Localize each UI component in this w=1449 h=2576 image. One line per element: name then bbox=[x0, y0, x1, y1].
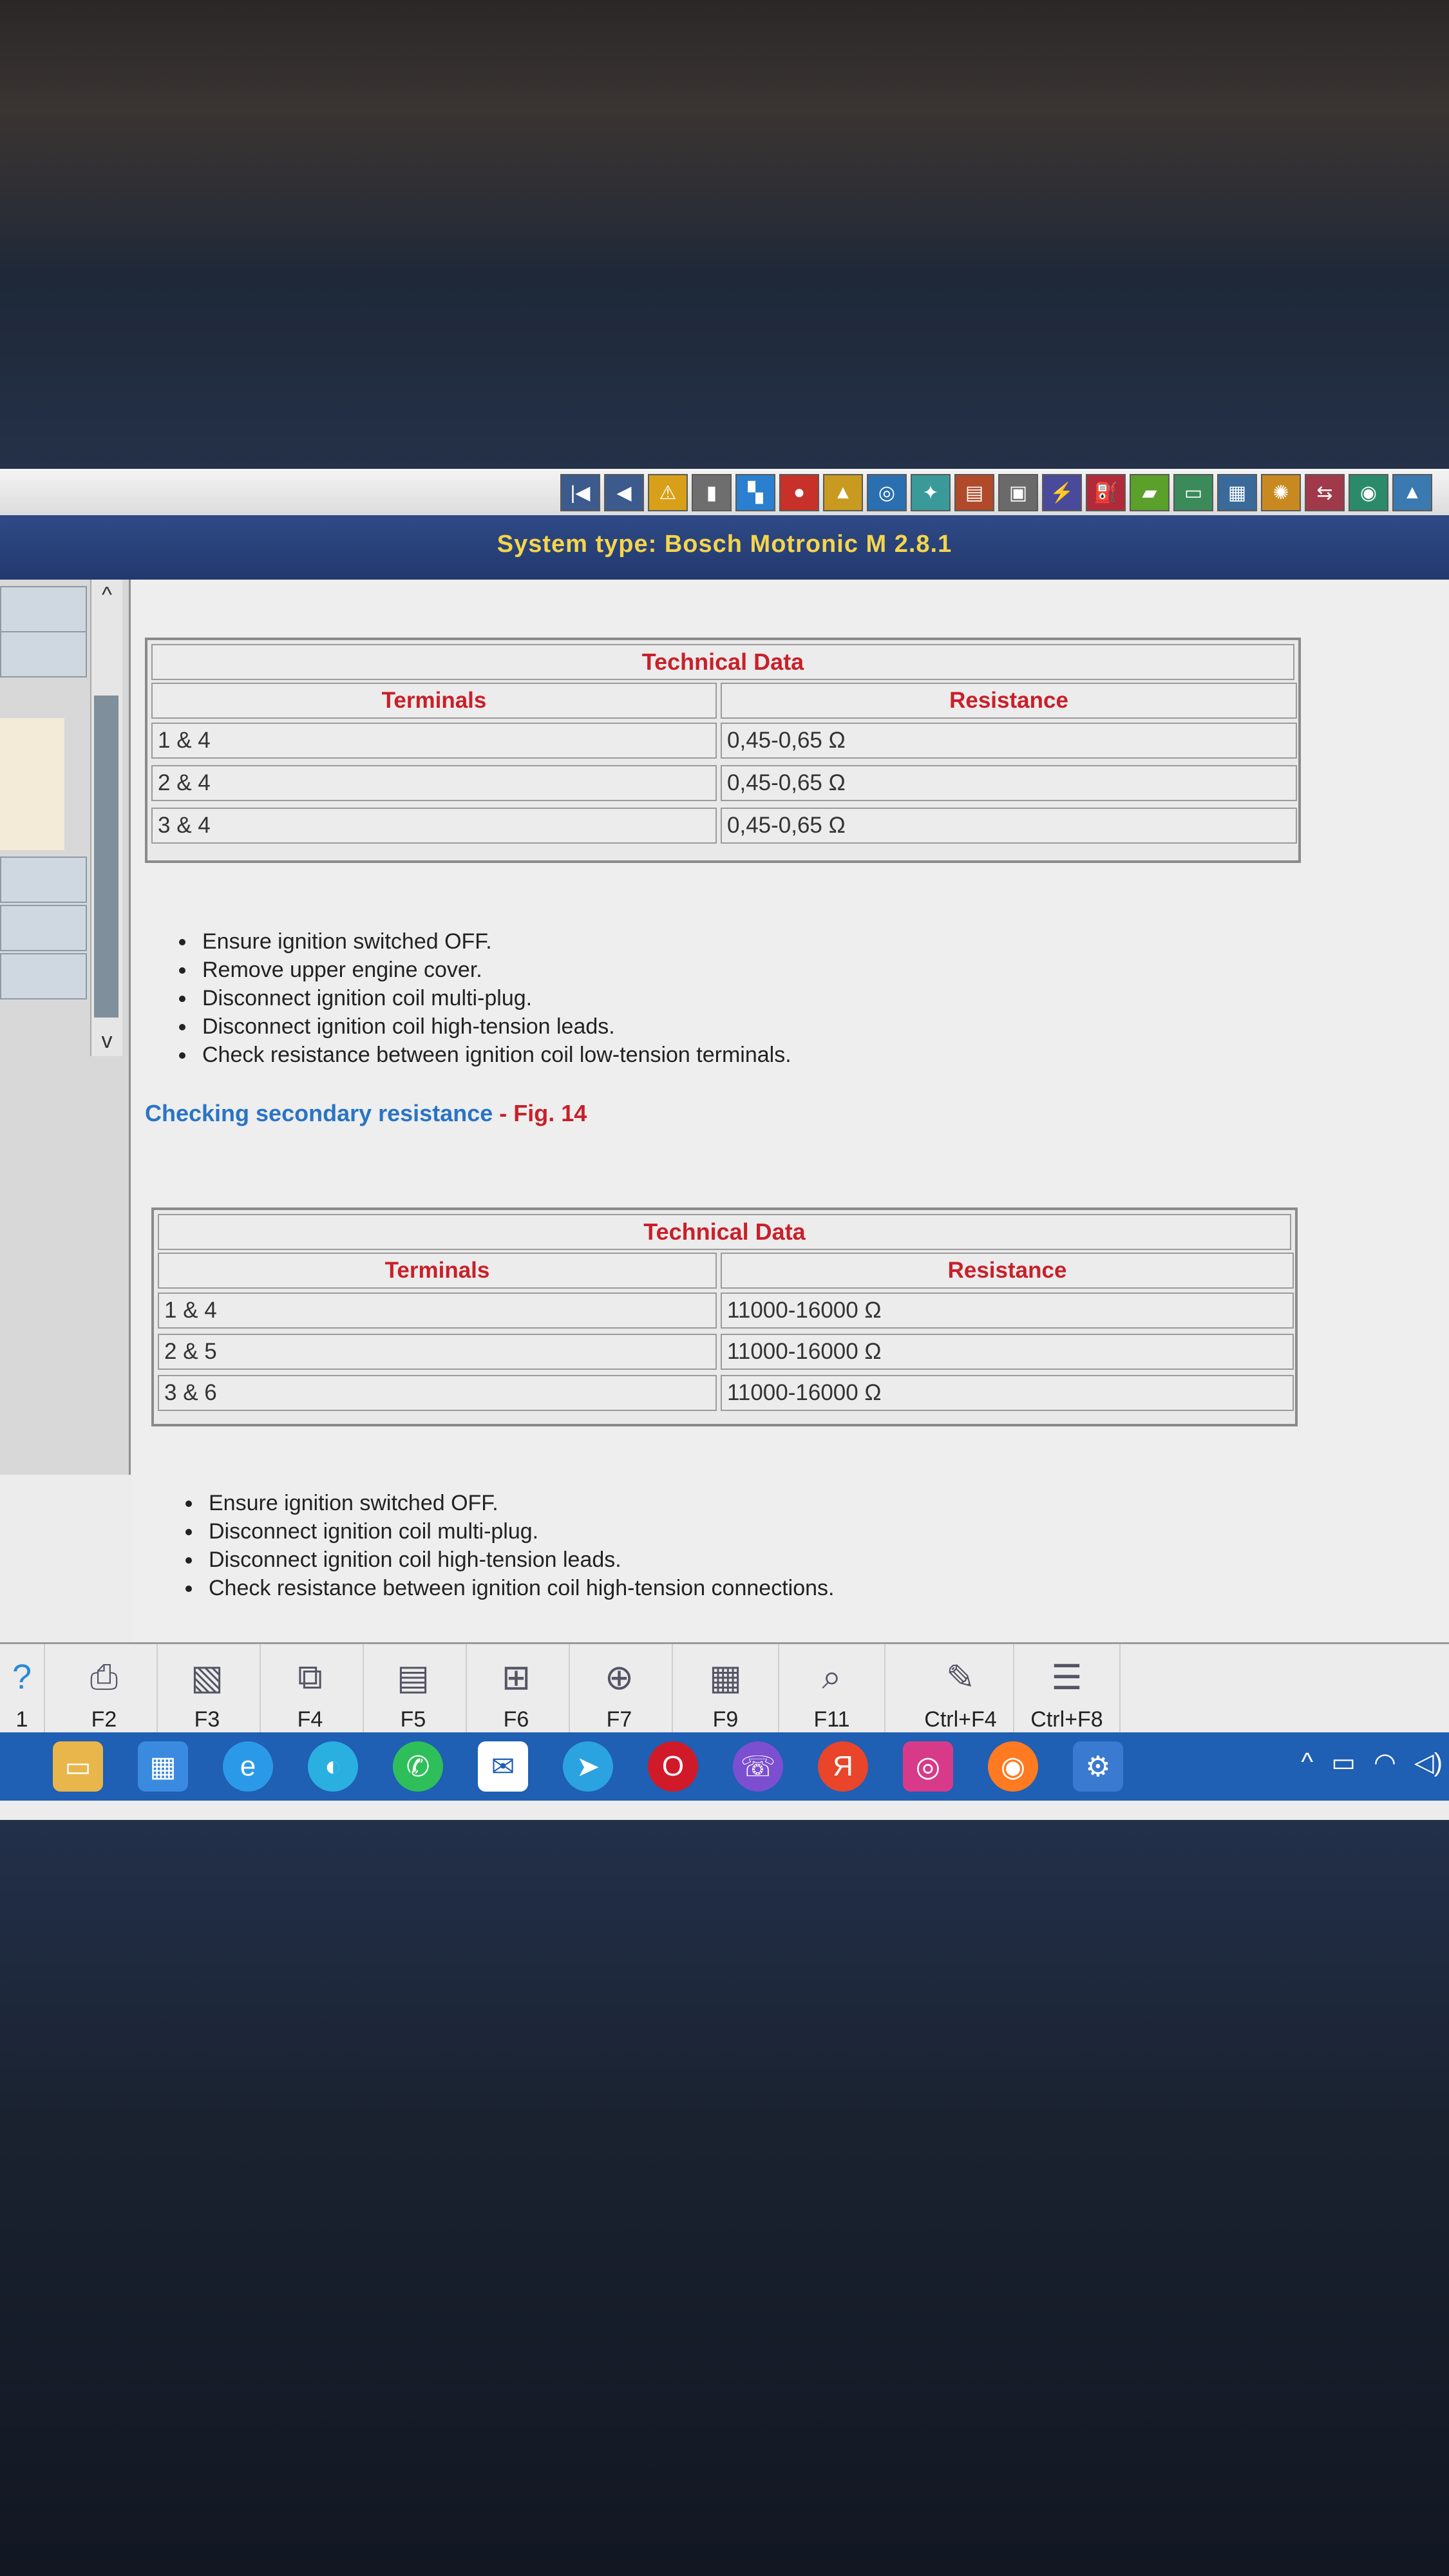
table-cell-resistance: 11000-16000 Ω bbox=[721, 1293, 1294, 1329]
list-item: Check resistance between ignition coil high-tension connections. bbox=[180, 1574, 834, 1602]
screen bbox=[0, 469, 1449, 1820]
procedure-steps-secondary bbox=[180, 1489, 834, 1602]
table-cell-resistance: 11000-16000 Ω bbox=[721, 1375, 1294, 1411]
toolbar bbox=[0, 469, 1449, 516]
nav-item[interactable] bbox=[0, 857, 87, 903]
brake-icon[interactable]: ▦ bbox=[1217, 474, 1257, 511]
app-icon[interactable]: ⚙ bbox=[1073, 1741, 1123, 1792]
monitor-bezel-top bbox=[0, 277, 1449, 470]
table-title: Technical Data bbox=[158, 1214, 1291, 1250]
wiring-diagram-icon: ⊞ bbox=[501, 1658, 531, 1697]
opera-icon[interactable]: O bbox=[648, 1741, 698, 1792]
fkey-ctrl-f8[interactable] bbox=[1014, 1644, 1121, 1734]
list-item: Disconnect ignition coil multi-plug. bbox=[174, 984, 791, 1012]
fkey-f7[interactable] bbox=[567, 1644, 673, 1734]
compare-icon: ⧉ bbox=[298, 1657, 323, 1696]
fkey-f5[interactable] bbox=[361, 1644, 467, 1734]
viber-icon[interactable]: ☏ bbox=[733, 1741, 783, 1792]
nav-item[interactable] bbox=[0, 953, 87, 999]
nav-panel bbox=[0, 718, 64, 850]
scroll-up-icon[interactable]: ^ bbox=[102, 583, 112, 607]
battery-icon[interactable]: ▭ bbox=[1331, 1748, 1356, 1777]
fkey-1[interactable] bbox=[0, 1644, 45, 1734]
fkey-f11[interactable] bbox=[779, 1644, 886, 1734]
fkey-label: Ctrl+F4 bbox=[924, 1707, 997, 1732]
diagnostic-icon[interactable]: ◉ bbox=[1349, 474, 1388, 511]
scroll-down-icon[interactable]: v bbox=[101, 1028, 113, 1053]
system-tray bbox=[1301, 1748, 1443, 1777]
telegram-icon[interactable]: ➤ bbox=[563, 1741, 613, 1792]
scroll-thumb[interactable] bbox=[94, 696, 118, 1018]
nav-item[interactable] bbox=[0, 586, 87, 632]
search-icon: ⌕ bbox=[822, 1657, 842, 1696]
fkey-label: Ctrl+F8 bbox=[1030, 1707, 1103, 1732]
seat-icon[interactable]: ▣ bbox=[998, 474, 1038, 511]
left-pane bbox=[0, 580, 131, 1475]
volume-icon[interactable]: ◁) bbox=[1414, 1748, 1443, 1777]
car-icon[interactable]: ▲ bbox=[823, 474, 863, 511]
section-separator: - bbox=[493, 1100, 514, 1126]
fkey-f3[interactable] bbox=[155, 1644, 261, 1734]
list-item: Remove upper engine cover. bbox=[174, 956, 791, 984]
list-item: Ensure ignition switched OFF. bbox=[174, 927, 791, 956]
left-pane-scrollbar[interactable] bbox=[90, 580, 122, 1056]
fkey-f4[interactable] bbox=[258, 1644, 364, 1734]
firefox-icon[interactable]: ◉ bbox=[988, 1741, 1038, 1792]
title-bar bbox=[0, 515, 1449, 580]
edit-icon: ✎ bbox=[945, 1658, 976, 1697]
edge-icon[interactable]: ◐ bbox=[308, 1741, 358, 1792]
fkey-label: F4 bbox=[297, 1707, 323, 1732]
fkey-label: F2 bbox=[91, 1707, 117, 1732]
function-key-bar bbox=[0, 1642, 1449, 1734]
chart-icon[interactable]: ▚ bbox=[735, 474, 775, 511]
section-title-text: Checking secondary resistance bbox=[145, 1100, 493, 1126]
vehicle-icon[interactable]: ▰ bbox=[1130, 474, 1170, 511]
fkey-label: F3 bbox=[194, 1707, 220, 1732]
ie-icon[interactable]: e bbox=[223, 1741, 273, 1792]
fkey-label: 1 bbox=[15, 1707, 28, 1732]
fkey-label: F5 bbox=[400, 1707, 426, 1732]
tools-icon[interactable]: ✦ bbox=[911, 474, 951, 511]
light-icon[interactable]: ✺ bbox=[1261, 474, 1301, 511]
table-cell-terminals: 1 & 4 bbox=[151, 723, 717, 759]
electrics-icon[interactable]: ⚡ bbox=[1042, 474, 1082, 511]
table-cell-resistance: 11000-16000 Ω bbox=[721, 1334, 1294, 1370]
fkey-label: F6 bbox=[503, 1707, 529, 1732]
fkey-f6[interactable] bbox=[464, 1644, 570, 1734]
fkey-label: F7 bbox=[606, 1707, 632, 1732]
technical-data-table-secondary bbox=[151, 1208, 1298, 1426]
list-item: Disconnect ignition coil multi-plug. bbox=[180, 1517, 834, 1546]
table-cell-resistance: 0,45-0,65 Ω bbox=[721, 808, 1297, 844]
table-cell-resistance: 0,45-0,65 Ω bbox=[721, 723, 1297, 759]
locate-icon: ⊕ bbox=[604, 1658, 634, 1697]
column-header-resistance: Resistance bbox=[721, 683, 1297, 719]
calculator-icon: ▦ bbox=[708, 1658, 743, 1697]
fkey-f9[interactable] bbox=[673, 1644, 779, 1734]
printer-icon[interactable]: ▭ bbox=[1173, 474, 1213, 511]
column-header-resistance: Resistance bbox=[721, 1253, 1294, 1289]
technical-data-table-primary bbox=[145, 638, 1301, 863]
list-item: Disconnect ignition coil high-tension leads. bbox=[174, 1012, 791, 1041]
list-icon: ☰ bbox=[1051, 1658, 1083, 1697]
gauge-icon[interactable]: ▤ bbox=[954, 474, 994, 511]
window-title: System type: Bosch Motronic M 2.8.1 bbox=[497, 531, 952, 558]
column-header-terminals: Terminals bbox=[158, 1253, 717, 1289]
list-item: Disconnect ignition coil high-tension leads. bbox=[180, 1546, 834, 1574]
column-header-terminals: Terminals bbox=[151, 683, 717, 719]
table-cell-terminals: 1 & 4 bbox=[158, 1293, 717, 1329]
mail-icon[interactable]: ✉ bbox=[478, 1741, 528, 1792]
section-title-secondary-resistance bbox=[145, 1100, 587, 1127]
fkey-f2[interactable] bbox=[52, 1644, 158, 1734]
windows-taskbar bbox=[0, 1732, 1449, 1801]
photo-background-top bbox=[0, 0, 1449, 277]
monitor-bezel-bottom bbox=[0, 1820, 1449, 2576]
instagram-icon[interactable]: ◎ bbox=[903, 1741, 953, 1792]
table-cell-terminals: 3 & 4 bbox=[151, 808, 717, 844]
table-cell-terminals: 2 & 5 bbox=[158, 1334, 717, 1370]
procedure-steps-primary bbox=[174, 927, 791, 1069]
chevron-up-icon[interactable]: ^ bbox=[1301, 1748, 1314, 1776]
table-cell-terminals: 3 & 6 bbox=[158, 1375, 717, 1411]
fkey-label: F9 bbox=[712, 1707, 739, 1732]
camera-icon[interactable]: ◎ bbox=[867, 474, 907, 511]
main-content bbox=[132, 580, 1449, 1642]
store-icon[interactable]: ▦ bbox=[138, 1741, 188, 1792]
table-title: Technical Data bbox=[151, 644, 1294, 680]
table-cell-resistance: 0,45-0,65 Ω bbox=[721, 765, 1297, 801]
yandex-icon[interactable]: Я bbox=[818, 1741, 868, 1792]
list-item: Check resistance between ignition coil low-tension terminals. bbox=[174, 1041, 791, 1069]
first-icon[interactable]: |◀ bbox=[560, 474, 600, 511]
help-icon: ? bbox=[12, 1658, 32, 1696]
fkey-label: F11 bbox=[813, 1707, 850, 1732]
document-icon: ▤ bbox=[396, 1658, 430, 1697]
table-cell-terminals: 2 & 4 bbox=[151, 765, 717, 801]
nav-item[interactable] bbox=[0, 905, 87, 951]
whatsapp-icon[interactable]: ✆ bbox=[393, 1741, 443, 1792]
wifi-icon[interactable]: ◠ bbox=[1374, 1748, 1396, 1777]
engine-icon[interactable]: ● bbox=[779, 474, 819, 511]
toolbar-icons bbox=[560, 474, 1432, 511]
wiring-icon[interactable]: ⇆ bbox=[1305, 474, 1345, 511]
file-explorer-icon[interactable]: ▭ bbox=[53, 1741, 103, 1792]
book-icon[interactable]: ▮ bbox=[692, 474, 732, 511]
print-icon: ⎙ bbox=[90, 1657, 118, 1696]
figure-link[interactable]: Fig. 14 bbox=[513, 1100, 587, 1126]
fuel-icon[interactable]: ⛽ bbox=[1086, 474, 1126, 511]
triangle-icon[interactable]: ▲ bbox=[1392, 474, 1432, 511]
nav-item[interactable] bbox=[0, 631, 87, 677]
fkey-ctrl-f4[interactable] bbox=[908, 1644, 1014, 1734]
warning-icon[interactable]: ⚠ bbox=[648, 474, 688, 511]
list-item: Ensure ignition switched OFF. bbox=[180, 1489, 834, 1517]
image-icon: ▧ bbox=[190, 1658, 224, 1697]
prev-icon[interactable]: ◀ bbox=[604, 474, 644, 511]
